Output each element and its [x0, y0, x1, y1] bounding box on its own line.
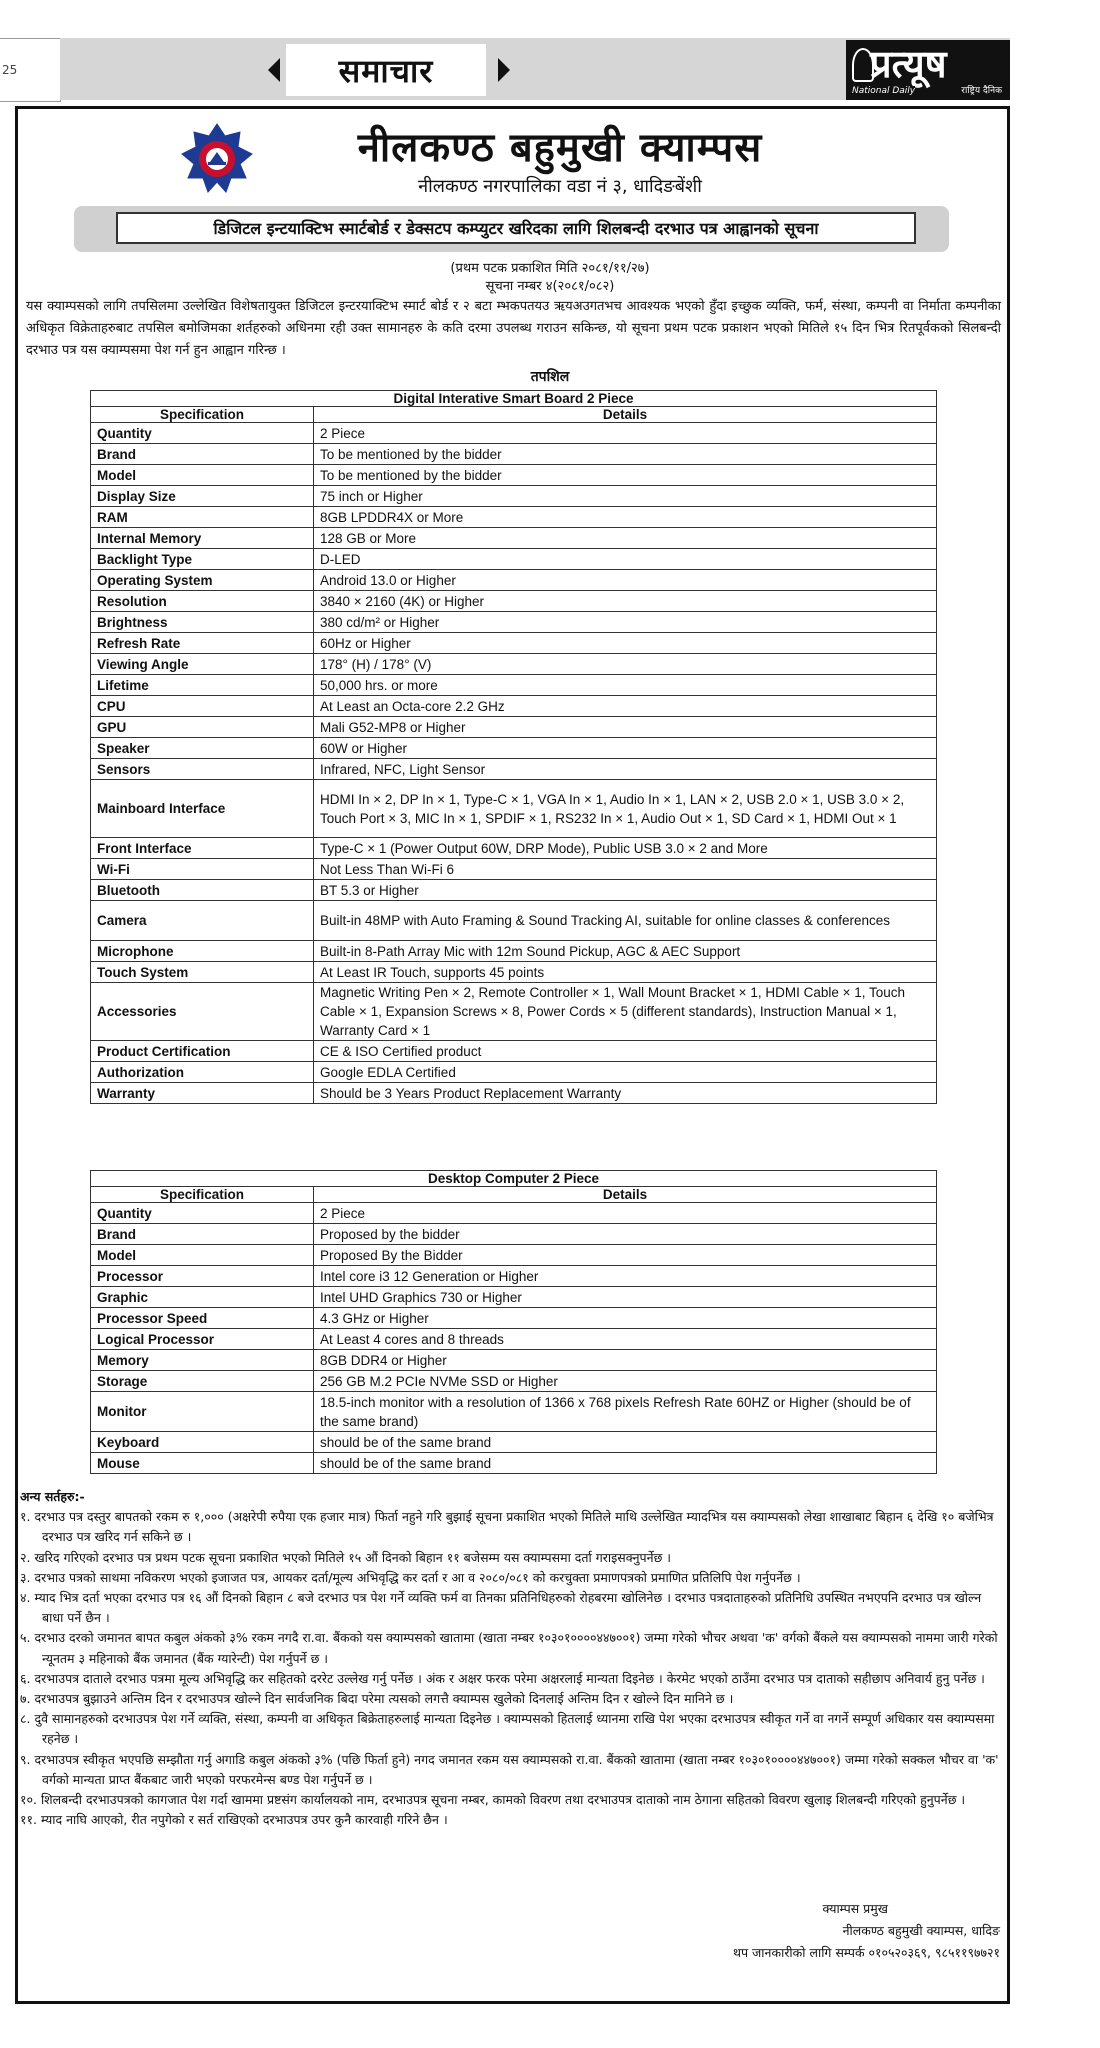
condition-item: ६. दरभाउपत्र दाताले दरभाउ पत्रमा मूल्य अभिवृद्धि कर सहितको दररेट उल्लेख गर्नु पर्नेछ । अंक र अक्षर फरक परेमा अक्षरलाई मान्यता दिइनेछ । केरमेट भएको ठाउँमा दरभाउ पत्र दाताको सहीछाप अनिवार्य हुनु पर्नेछ ।: [20, 1670, 985, 1686]
spec-value: Infrared, NFC, Light Sensor: [314, 759, 937, 780]
spec-value: Magnetic Writing Pen × 2, Remote Controller × 1, Wall Mount Bracket × 1, HDMI Cable × 1, Touch Cable × 1, Expansion Screws × 8, Power Cords × 5 (different standards), Instruction Manual × 1, Warranty Card × 1: [314, 983, 937, 1041]
condition-item: १. दरभाउ पत्र दस्तुर बापतको रकम रु १,००० (अक्षरेपी रुपैया एक हजार मात्र) फिर्ता नहुने गरि बुझाई सूचना प्रकाशित भएको मितिले माथि उल्लेखित म्यादभित्र यस क्याम्पसको लेखा शाखाबाट बिहान ६ देखि १० बजेभित्र दरभाउ पत्र खरिद गर्न सकिने छ ।: [20, 1509, 994, 1545]
spec-value: 50,000 hrs. or more: [314, 675, 937, 696]
spec-value: 60W or Higher: [314, 738, 937, 759]
condition-item: ३. दरभाउ पत्रको साथमा नविकरण भएको इजाजत पत्र, आयकर दर्ता/मूल्य अभिवृद्धि कर दर्ता र आ व २०८०/०८१ को करचुक्ता प्रमाणपत्रको प्रमाणित प्रतिलिपि पेश गर्नुपर्नेछ ।: [20, 1569, 801, 1585]
spec-value: should be of the same brand: [314, 1432, 937, 1453]
spec-value: 8GB LPDDR4X or More: [314, 507, 937, 528]
spec-name: Warranty: [91, 1083, 314, 1104]
table-row: [91, 570, 937, 591]
spec-value: Proposed by the bidder: [314, 1224, 937, 1245]
table-row: [91, 941, 937, 962]
spec-name: Resolution: [91, 591, 314, 612]
table-row: [91, 1245, 937, 1266]
spec-value: Type-C × 1 (Power Output 60W, DRP Mode), Public USB 3.0 × 2 and More: [314, 838, 937, 859]
table-row: [91, 591, 937, 612]
spec-name: Processor Speed: [91, 1308, 314, 1329]
details-heading: तपशिल: [530, 369, 570, 385]
table-row: [91, 983, 937, 1041]
spec-value: Should be 3 Years Product Replacement Warranty: [314, 1083, 937, 1104]
spec-value: Android 13.0 or Higher: [314, 570, 937, 591]
spec-value: Intel UHD Graphics 730 or Higher: [314, 1287, 937, 1308]
spec-value: At Least an Octa-core 2.2 GHz: [314, 696, 937, 717]
published-date: (प्रथम पटक प्रकाशित मिति २०८१/११/२७): [450, 261, 650, 276]
spec-name: Memory: [91, 1350, 314, 1371]
condition-item: १०. शिलबन्दी दरभाउपत्रको कागजात पेश गर्दा खाममा प्रष्टसंग कार्यालयको नाम, दरभाउपत्र सूचना नम्बर, कामको विवरण तथा दरभाउपत्र दाताको नाम ठेगाना सहितको विवरण खुलाइ शिलबन्दी गरिएको हुनुपर्नेछ ।: [20, 1792, 966, 1808]
table-row: [91, 1287, 937, 1308]
table-row: [91, 654, 937, 675]
table-row: [91, 528, 937, 549]
spec-name: Speaker: [91, 738, 314, 759]
table-row: [91, 717, 937, 738]
notice-title: डिजिटल इन्टयाक्टिभ स्मार्टबोर्ड र डेक्सटप कम्प्युटर खरिदका लागि शिलबन्दी दरभाउ पत्र आह्वानको सूचना: [116, 212, 916, 244]
spec-name: Model: [91, 465, 314, 486]
condition-item: ७. दरभाउपत्र बुझाउने अन्तिम दिन र दरभाउपत्र खोल्ने दिन सार्वजनिक बिदा परेमा त्यसको लगत्तै क्याम्पस खुलेको दिनलाई अन्तिम दिन र खोल्ने दिन मानिने छ ।: [20, 1691, 734, 1707]
spec-value: Built-in 48MP with Auto Framing & Sound Tracking AI, suitable for online classes & conferences: [314, 901, 937, 941]
condition-item: ५. दरभाउ दरको जमानत बापत कबुल अंकको ३% रकम नगदै रा.वा. बैंकको यस क्याम्पसको खातामा (खाता नम्बर १०३०१००००४४७००१) जम्मा गरेको भौचर अथवा 'क' वर्गको बैंकले यस क्याम्पसको नाममा जारी गरेको न्यूनतम ३ महिनाको बैंक जमानत (बैंक ग्यारेन्टी) पेश गर्नुपर्ने छ ।: [20, 1630, 998, 1666]
newspaper-masthead: [846, 40, 1010, 100]
spec-name: Accessories: [91, 983, 314, 1041]
table-row: [91, 549, 937, 570]
spec-name: Viewing Angle: [91, 654, 314, 675]
spec-name: Keyboard: [91, 1432, 314, 1453]
table-row: [91, 1062, 937, 1083]
table-row: [91, 1308, 937, 1329]
spec-name: Product Certification: [91, 1041, 314, 1062]
condition-item: ९. दरभाउपत्र स्वीकृत भएपछि सम्झौता गर्नु अगाडि कबुल अंकको ३% (पछि फिर्ता हुने) नगद जमानत रकम यस क्याम्पसको रा.वा. बैंककाे खातामा (खाता नम्बर १०३०१००००४४७००१) जम्मा गरेको सक्कल भौचर वा 'क' वर्गको मान्यता प्राप्त बैंकबाट जारी भएको परफरमेन्स बण्ड पेश गर्नुपर्ने छ ।: [20, 1751, 999, 1787]
spec-value: Built-in 8-Path Array Mic with 12m Sound Pickup, AGC & AEC Support: [314, 941, 937, 962]
table-row: [91, 423, 937, 444]
table-row: [91, 633, 937, 654]
column-header-details: Details: [314, 407, 937, 423]
other-conditions: [20, 1487, 1005, 1830]
spec-name: Authorization: [91, 1062, 314, 1083]
table-row: [91, 838, 937, 859]
notice-number: सूचना नम्बर ४(२०८१/०८२): [485, 279, 615, 294]
spec-value: 380 cd/m² or Higher: [314, 612, 937, 633]
campus-address: नीलकण्ठ नगरपालिका वडा नं ३, धादिङबेंशी: [418, 176, 702, 197]
condition-item: ११. म्याद नाघि आएको, रीत नपुगेको र सर्त राखिएको दरभाउपत्र उपर कुनै कारवाही गरिने छैन ।: [20, 1812, 448, 1828]
spec-name: Model: [91, 1245, 314, 1266]
masthead-subtitle-np: राष्ट्रिय दैनिक: [961, 86, 1002, 96]
intro-paragraph: यस क्याम्पसको लागि तपसिलमा उल्लेखित विशेषतायुक्त डिजिटल इन्टरयाक्टिभ स्मार्ट बोर्ड र २ बटा म्भकपतयउ ऋयअउगतभच आवश्यक भएको हुँदा इच्छुक व्यक्ति, फर्म, संस्था, कम्पनी वा निर्माता कम्पनीका अधिकृत विक्रेताहरुबाट तपसिल बमोजिमका शर्तहरुको अधिनमा रही उक्त सामानहरु के कति दरमा उपलब्ध गराउन सकिन्छ, यो सूचना प्रथम पटक प्रकाशन भएको मितिले १५ दिन भित्र रितपूर्वकको सिलबन्दी दरभाउ पत्र यस क्याम्पसमा पेश गर्न हुन आह्वान गरिन्छ ।: [26, 299, 1001, 358]
table-row: [91, 962, 937, 983]
table-row: [91, 880, 937, 901]
table-row: [91, 696, 937, 717]
table-row: [91, 1203, 937, 1224]
spec-value: At Least 4 cores and 8 threads: [314, 1329, 937, 1350]
table-row: [91, 465, 937, 486]
next-arrow-icon: [498, 58, 510, 82]
conditions-list: [20, 1507, 1005, 1830]
spec-value: To be mentioned by the bidder: [314, 444, 937, 465]
spec-value: Not Less Than Wi-Fi 6: [314, 859, 937, 880]
spec-name: Microphone: [91, 941, 314, 962]
spec-name: Front Interface: [91, 838, 314, 859]
spec-name: Internal Memory: [91, 528, 314, 549]
section-label: समाचार: [286, 44, 486, 96]
spec-value: At Least IR Touch, supports 45 points: [314, 962, 937, 983]
spec-name: GPU: [91, 717, 314, 738]
conditions-heading: अन्य सर्तहरु:-: [20, 1489, 85, 1504]
condition-item: २. खरिद गरिएको दरभाउ पत्र प्रथम पटक सूचना प्रकाशित भएको मितिले १५ औं दिनको बिहान ११ बजेसम्म यस क्याम्पसमा दर्ता गराइसक्नुपर्नेछ ।: [20, 1549, 672, 1565]
spec-name: Mainboard Interface: [91, 780, 314, 838]
spec-value: 2 Piece: [314, 423, 937, 444]
smartboard-spec-table: [90, 390, 937, 1104]
table-row: [91, 738, 937, 759]
condition-item: ४. म्याद भित्र दर्ता भएका दरभाउ पत्र १६ औं दिनको बिहान ८ बजे दरभाउ पत्र पेश गर्ने व्यक्ति फर्म वा तिनका प्रतिनिधिहरुको रोहबरमा खोलिनेछ । दरभाउ पत्रदाताहरुको प्रतिनिधि उपस्थित नभएपनि दरभाउ पत्र खोल्न बाधा पर्ने छैन ।: [20, 1590, 982, 1626]
column-header-details: Details: [314, 1187, 937, 1203]
table-row: [91, 612, 937, 633]
table-row: [91, 901, 937, 941]
spec-value: To be mentioned by the bidder: [314, 465, 937, 486]
table-row: [91, 780, 937, 838]
spec-value: 18.5-inch monitor with a resolution of 1366 x 768 pixels Refresh Rate 60HZ or Higher (should be of the same brand): [314, 1392, 937, 1432]
masthead-subtitle-en: National Daily: [852, 86, 916, 96]
spec-value: 256 GB M.2 PCIe NVMe SSD or Higher: [314, 1371, 937, 1392]
page-number: 25: [0, 38, 61, 102]
table-row: [91, 444, 937, 465]
spec-name: Wi-Fi: [91, 859, 314, 880]
spec-name: Camera: [91, 901, 314, 941]
table-row: [91, 1083, 937, 1104]
contact-info: थप जानकारीको लागि सम्पर्क ०१०५२०३६९, ९८५११९७७२१: [732, 1945, 1000, 1960]
spec-value: Intel core i3 12 Generation or Higher: [314, 1266, 937, 1287]
spec-name: Brand: [91, 1224, 314, 1245]
condition-item: ८. दुवै सामानहरुको दरभाउपत्र पेश गर्ने व्यक्ति, संस्था, कम्पनी वा अधिकृत बिक्रेताहरुलाई मान्यता दिइनेछ । क्याम्पसको हितलाई ध्यानमा राखि पेश भएका दरभाउपत्र स्वीकृत गर्ने वा नगर्ने सम्पूर्ण अधिकार यस क्याम्पसमा रहनेछ ।: [20, 1711, 995, 1747]
spec-value: 60Hz or Higher: [314, 633, 937, 654]
smartboard-table-title: Digital Interative Smart Board 2 Piece: [91, 391, 937, 407]
column-header-specification: Specification: [91, 407, 314, 423]
table-row: [91, 675, 937, 696]
spec-name: Brightness: [91, 612, 314, 633]
spec-value: 75 inch or Higher: [314, 486, 937, 507]
spec-name: Storage: [91, 1371, 314, 1392]
table-row: [91, 859, 937, 880]
table-row: [91, 486, 937, 507]
spec-value: Mali G52-MP8 or Higher: [314, 717, 937, 738]
table-row: [91, 1453, 937, 1474]
spec-value: BT 5.3 or Higher: [314, 880, 937, 901]
campus-name: नीलकण्ठ बहुमुखी क्याम्पस: [357, 125, 763, 171]
spec-name: Processor: [91, 1266, 314, 1287]
spec-name: Bluetooth: [91, 880, 314, 901]
spec-value: 3840 × 2160 (4K) or Higher: [314, 591, 937, 612]
masthead-title: प्रत्यूष: [870, 42, 947, 86]
table-row: [91, 1224, 937, 1245]
spec-value: HDMI In × 2, DP In × 1, Type-C × 1, VGA In × 1, Audio In × 1, LAN × 2, USB 2.0 × 1, USB 3.0 × 2, Touch Port × 3, MIC In × 1, SPDIF × 1, RS232 In × 1, Audio Out × 1, SD Card × 1, HDMI Out × 1: [314, 780, 937, 838]
spec-name: Logical Processor: [91, 1329, 314, 1350]
prev-arrow-icon: [268, 58, 280, 82]
spec-name: Brand: [91, 444, 314, 465]
signatory-title: क्याम्पस प्रमुख: [822, 1901, 888, 1916]
table-row: [91, 507, 937, 528]
spec-name: Display Size: [91, 486, 314, 507]
spec-value: 2 Piece: [314, 1203, 937, 1224]
spec-value: 178° (H) / 178° (V): [314, 654, 937, 675]
spec-name: Sensors: [91, 759, 314, 780]
spec-value: 4.3 GHz or Higher: [314, 1308, 937, 1329]
spec-name: Monitor: [91, 1392, 314, 1432]
desktop-table-title: Desktop Computer 2 Piece: [91, 1171, 937, 1187]
nepal-emblem-icon: [178, 122, 256, 196]
table-row: [91, 1371, 937, 1392]
table-row: [91, 1329, 937, 1350]
signatory-institution: नीलकण्ठ बहुमुखी क्याम्पस, धादिङ: [842, 1923, 1000, 1938]
table-row: [91, 1041, 937, 1062]
spec-value: D-LED: [314, 549, 937, 570]
spec-name: Refresh Rate: [91, 633, 314, 654]
table-row: [91, 1350, 937, 1371]
spec-value: Proposed By the Bidder: [314, 1245, 937, 1266]
table-row: [91, 1432, 937, 1453]
spec-name: Backlight Type: [91, 549, 314, 570]
spec-name: Touch System: [91, 962, 314, 983]
column-header-specification: Specification: [91, 1187, 314, 1203]
spec-name: Lifetime: [91, 675, 314, 696]
signature-block: [620, 1898, 1000, 1964]
spec-value: should be of the same brand: [314, 1453, 937, 1474]
spec-value: Google EDLA Certified: [314, 1062, 937, 1083]
spec-value: 8GB DDR4 or Higher: [314, 1350, 937, 1371]
table-row: [91, 759, 937, 780]
spec-name: CPU: [91, 696, 314, 717]
table-row: [91, 1266, 937, 1287]
spec-name: Quantity: [91, 1203, 314, 1224]
spec-value: 128 GB or More: [314, 528, 937, 549]
spec-name: Quantity: [91, 423, 314, 444]
desktop-spec-table: [90, 1170, 937, 1474]
spec-value: CE & ISO Certified product: [314, 1041, 937, 1062]
spec-name: Operating System: [91, 570, 314, 591]
spec-name: Mouse: [91, 1453, 314, 1474]
spec-name: RAM: [91, 507, 314, 528]
table-row: [91, 1392, 937, 1432]
spec-name: Graphic: [91, 1287, 314, 1308]
